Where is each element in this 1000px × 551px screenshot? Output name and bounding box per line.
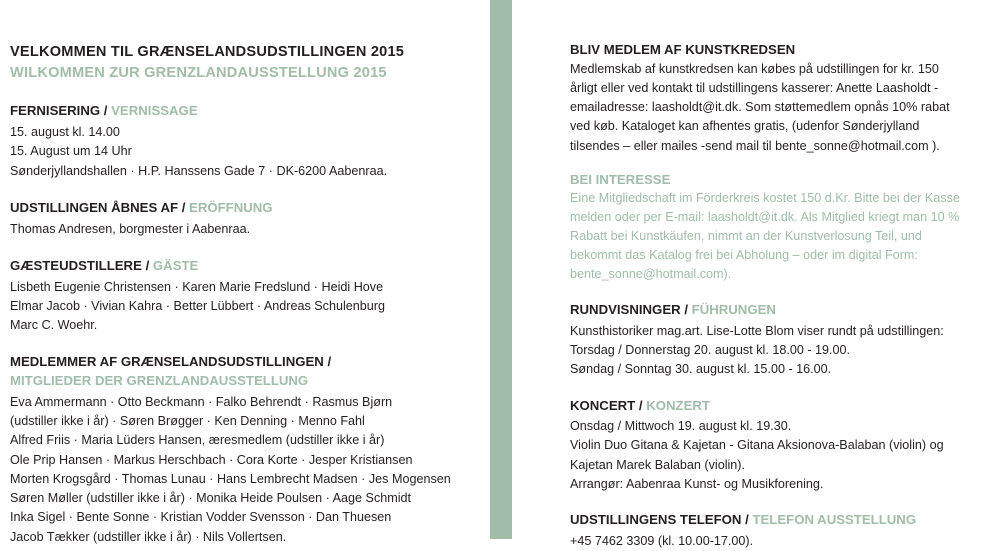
heading-german: MITGLIEDER DER GRENZLANDAUSSTELLUNG — [10, 373, 309, 389]
section-members — [10, 353, 470, 547]
body-line: Sønderjyllandshallen · H.P. Hanssens Gade 7 · DK-6200 Aabenraa. — [10, 163, 388, 178]
body-line: Kajetan Marek Balaban (violin). — [570, 457, 746, 472]
section-heading — [570, 301, 960, 320]
right-column — [512, 0, 1000, 548]
section-phone — [570, 511, 960, 551]
body-line: Inka Sigel · Bente Sonne · Kristian Vodder Svensson · Dan Thuesen — [10, 510, 392, 525]
section-membership — [570, 42, 960, 156]
body-line: Alfred Friis · Maria Lüders Hansen, æresmedlem (udstiller ikke i år) — [10, 433, 385, 448]
heading-danish: KONCERT — [570, 397, 636, 413]
heading-danish: MEDLEMMER AF GRÆNSELANDSUDSTILLINGEN / — [10, 354, 332, 370]
heading-separator: / — [638, 397, 643, 413]
heading-german: KONZERT — [646, 397, 710, 413]
body-line: Morten Krogsgård · Thomas Lunau · Hans Lembrecht Madsen · Jes Mogensen — [10, 471, 451, 486]
heading-danish: UDSTILLINGENS TELEFON — [570, 511, 742, 527]
section-opening — [10, 199, 470, 239]
body-line: Lisbeth Eugenie Christensen · Karen Marie Fredslund · Heidi Hove — [10, 279, 384, 294]
left-column — [0, 0, 490, 544]
page-title-german: WILKOMMEN ZUR GRENZLANDAUSSTELLUNG 2015 — [10, 65, 387, 82]
body-line: +45 7462 3309 (kl. 10.00-17.00). — [570, 533, 754, 548]
section-heading — [10, 102, 470, 121]
section-body — [10, 393, 470, 547]
section-body — [570, 322, 960, 379]
body-line: Jacob Tækker (udstiller ikke i år) · Nils Vollertsen. — [10, 529, 287, 544]
section-guest-exhibitors — [10, 257, 470, 336]
section-body — [10, 278, 470, 336]
body-line: Søren Møller (udstiller ikke i år) · Monika Heide Poulsen · Aage Schmidt — [10, 491, 412, 506]
section-heading — [10, 199, 470, 218]
body-line: 15. august kl. 14.00 — [10, 125, 120, 140]
body-line: Søndag / Sonntag 30. august kl. 15.00 - 16.00. — [570, 362, 832, 377]
heading-danish: RUNDVISNINGER — [570, 302, 681, 318]
body-line: (udstiller ikke i år) · Søren Brøgger · Ken Denning · Menno Fahl — [10, 414, 365, 429]
section-fernisering — [10, 102, 470, 181]
membership-heading: BLIV MEDLEM AF KUNSTKREDSEN — [570, 42, 796, 57]
section-body — [570, 532, 960, 551]
body-line: 15. August um 14 Uhr — [10, 144, 132, 159]
body-line: Thomas Andresen, borgmester i Aabenraa. — [10, 221, 251, 236]
body-line: Elmar Jacob · Vivian Kahra · Better Lübbert · Andreas Schulenburg — [10, 298, 385, 313]
heading-danish: GÆSTEUDSTILLERE — [10, 257, 142, 273]
center-spine-divider — [490, 0, 512, 539]
body-line: Eva Ammermann · Otto Beckmann · Falko Behrendt · Rasmus Bjørn — [10, 394, 393, 409]
heading-separator: / — [103, 103, 108, 119]
heading-german: ERÖFFNUNG — [189, 199, 273, 215]
membership-body: Medlemskab af kunstkredsen kan købes på udstillingen for kr. 150 årligt eller ved kontakt til udstillingens kasserer: Anette Laasholdt - emailadresse: laasholdt@it.dk. Som støttemedlem opnås 10% rabat ved køb. Kataloget kan afhentes gratis, (udenfor Sønderjylland tilsendes – eller mailes -send mail til bente_sonne@hotmail.com ). — [570, 62, 950, 153]
heading-danish: UDSTILLINGEN ÅBNES AF — [10, 199, 179, 215]
body-line: Kunsthistoriker mag.art. Lise-Lotte Blom viser rundt på udstillingen: — [570, 324, 944, 339]
section-guided-tours — [570, 301, 960, 379]
heading-separator: / — [745, 511, 749, 527]
section-body — [10, 220, 470, 239]
body-line: Ole Prip Hansen · Markus Herschbach · Cora Korte · Jesper Kristiansen — [10, 452, 413, 467]
body-line: Torsdag / Donnerstag 20. august kl. 18.00 - 19.00. — [570, 343, 851, 358]
heading-separator: / — [684, 302, 688, 318]
section-heading — [570, 397, 960, 416]
body-line: Violin Duo Gitana & Kajetan - Gitana Aksionova-Balaban (violin) og — [570, 438, 944, 453]
section-concert — [570, 397, 960, 494]
heading-german: VERNISSAGE — [111, 103, 198, 119]
membership-heading-german: BEI INTERESSE — [570, 171, 671, 187]
heading-danish: FERNISERING — [10, 103, 101, 119]
heading-separator: / — [145, 257, 150, 273]
section-membership-german — [570, 172, 960, 285]
membership-body-german: Eine Mitgliedschaft im Förderkreis kostet 150 d.Kr. Bitte bei der Kasse melden oder per E-mail: laasholdt@it.dk. Als Mitglied kriegt man 10 % Rabatt bei Kunstkäufen, nimmt an der Kunstverlosung Teil, und bekommt das Katalog frei bei Abholung – oder im digital Form: bente_sonne@hotmail.com). — [570, 190, 960, 282]
body-line: Arrangør: Aabenraa Kunst- og Musikforening. — [570, 476, 824, 491]
heading-german: GÄSTE — [152, 257, 199, 273]
heading-german: TELEFON AUSSTELLUNG — [752, 511, 917, 527]
heading-separator: / — [181, 199, 186, 215]
section-heading — [10, 257, 470, 276]
body-line: Marc C. Woehr. — [10, 318, 98, 333]
heading-german: FÜHRUNGEN — [691, 302, 776, 318]
section-heading — [570, 511, 960, 530]
section-body — [570, 417, 960, 494]
page-title-danish: VELKOMMEN TIL GRÆNSELANDSUDSTILLINGEN 2015 — [10, 44, 405, 60]
section-body — [10, 123, 470, 181]
section-heading — [10, 353, 470, 390]
body-line: Onsdag / Mittwoch 19. august kl. 19.30. — [570, 419, 792, 434]
